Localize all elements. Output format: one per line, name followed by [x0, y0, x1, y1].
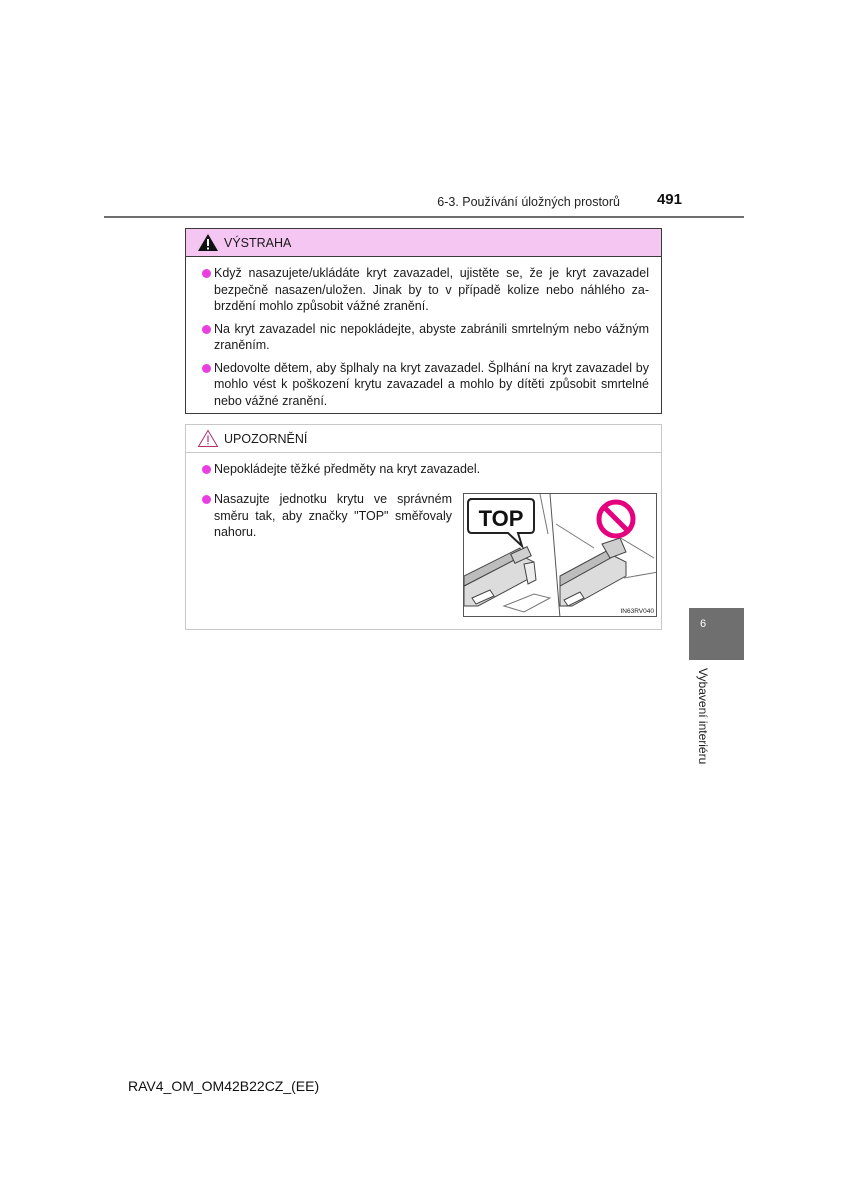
list-item [202, 321, 649, 354]
caution-title: UPOZORNĚNÍ [224, 431, 308, 446]
warning-item-text: Když nasazujete/ukládáte kryt zavazadel, ujistěte se, že je kryt zavazadel bezpečně nasazen/uložen. Jinak by to v případě kolize nebo náhlého zabrzdění mohlo způsobit vážné zranění. [214, 266, 649, 313]
illustration-code: IN63RV040 [620, 608, 654, 615]
chapter-tab [689, 608, 744, 660]
caution-item-text: Nasazujte jednotku krytu ve správném směru tak, aby značky "TOP" směřovaly nahoru. [214, 492, 452, 539]
wrong-orientation-panel [556, 502, 657, 606]
header-rule [104, 216, 744, 218]
top-label: TOP [478, 506, 524, 531]
section-title: 6-3. Používání úložných prostorů [437, 195, 620, 209]
bullet-icon [202, 325, 211, 334]
warning-list [202, 265, 649, 415]
tonneau-cover-illustration [463, 493, 657, 617]
warning-triangle-icon [197, 233, 219, 252]
caution-item-text: Nepokládejte těžké předměty na kryt zavazadel. [214, 462, 481, 476]
caution-list [202, 461, 514, 539]
correct-orientation-panel [464, 494, 550, 612]
caution-header [186, 425, 661, 453]
bullet-icon [202, 364, 211, 373]
bullet-icon [202, 269, 211, 278]
bullet-icon [202, 495, 211, 504]
warning-box [185, 228, 662, 414]
warning-item-text: Nedovolte dětem, aby šplhaly na kryt zavazadel. Šplhání na kryt zavazadel by mohlo vést k poškození krytu zavazadel a mohlo by dítěti způsobit smrtelné nebo vážné zranění. [214, 360, 649, 408]
list-item [202, 265, 649, 315]
page-number: 491 [656, 191, 682, 208]
bullet-icon [202, 465, 211, 474]
chapter-number: 6 [699, 618, 707, 630]
list-item [202, 461, 514, 478]
warning-header [186, 229, 661, 257]
warning-title: VÝSTRAHA [224, 235, 292, 250]
chapter-label: Vybavení interiéru [696, 668, 710, 765]
document-code: RAV4_OM_OM42B22CZ_(EE) [128, 1078, 320, 1094]
list-item [202, 491, 452, 541]
warning-item-text: Na kryt zavazadel nic nepokládejte, abyste zabránili smrtelným nebo vážným zraněním. [214, 321, 649, 352]
illustration-drawing [464, 494, 657, 617]
caution-triangle-icon [197, 429, 219, 448]
list-item [202, 360, 649, 410]
